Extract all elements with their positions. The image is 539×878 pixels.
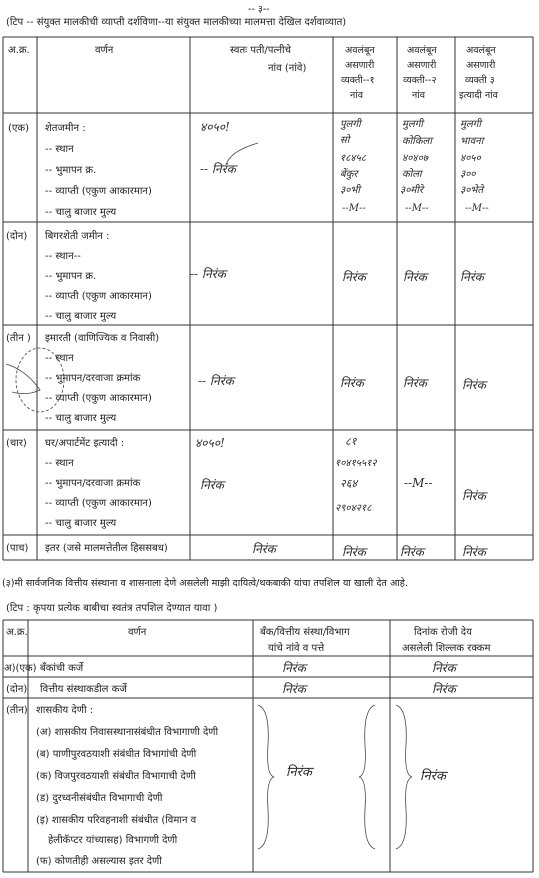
row1-dep3: ३००	[460, 169, 476, 180]
section3-heading: (३)मी सार्वजनिक वित्तीय संस्थाना व शासनाला देणे असलेली माझी दायित्वे/थकबाकी यांचा तपशिल या खाली देत आहे.	[2, 578, 408, 589]
t2-header-due-2: असलेली शिल्लक रक्कम	[402, 643, 491, 654]
row5-self: निरंक	[252, 542, 276, 556]
t2-row1-bank: निरंक	[282, 661, 306, 675]
row3-item: -- स्थान	[45, 353, 74, 364]
t1-header-dep1-1: अवलंबून	[345, 45, 375, 56]
row2-dep1: निरंक	[342, 270, 366, 284]
t2-gov-title: शासकीय देणी :	[36, 705, 94, 716]
t2-gov-item: (अ) शासकीय निवासस्थानासंबंधीत विभागाणी देणी	[36, 727, 219, 738]
row1-dep2: कोला	[402, 169, 422, 180]
row4-sr: (चार)	[6, 438, 27, 449]
t1-header-dep3-4: इत्यादी नांव	[459, 90, 498, 101]
row1-title: शेतजमीन :	[45, 123, 86, 134]
row5-sr: (पाच)	[6, 543, 29, 554]
row5-dep2: निरंक	[400, 545, 424, 559]
t2-gov-item: (ड) दुरध्वनीसंबंधीत विभागाची देणी	[36, 793, 163, 804]
row1-item: -- स्थान	[45, 144, 74, 155]
row4-dep1: ८१	[345, 435, 357, 448]
row1-dep3: मुलगी	[460, 119, 481, 130]
row1-self: -- निरंक	[200, 162, 236, 176]
row3-dep1: निरंक	[340, 376, 364, 390]
row4-dep1: २९०४२१८	[335, 503, 372, 514]
row1-dep2: कोकिला	[402, 136, 432, 147]
row4-item: -- भुमापन/दरवाजा क्रमांक	[45, 478, 141, 489]
section3-note: (टिप : कृपया प्रत्येक बाबीचा स्वतंत्र तपशिल देण्यात यावा )	[6, 603, 218, 614]
row1-dep3: ४०५०	[460, 153, 481, 164]
t1-header-self-1: स्वतः पती/पत्नीचे	[230, 45, 291, 56]
row4-title: घर/अपार्टमेंट इत्यादी :	[45, 438, 125, 449]
row1-dep1: पुलगी	[340, 119, 361, 130]
t1-header-dep2-4: नांव	[412, 90, 426, 101]
row1-dep1: ३०भी	[340, 185, 361, 196]
row1-dep2: --M--	[405, 203, 429, 214]
page-number: -- ३--	[248, 4, 270, 15]
t2-gov-item: (क) विजपुरवठयाशी संबंधीत विभागाची देणी	[36, 771, 196, 782]
t1-header-self-2: नांव (नांवे)	[268, 63, 307, 74]
row2-dep2: निरंक	[403, 270, 427, 284]
row4-self: निरंक	[200, 478, 224, 492]
row1-item: -- भुमापन क्र.	[45, 165, 97, 176]
t2-header-bank-2: यांचे नांवे व पत्ते	[268, 643, 325, 654]
t2-gov-sr: (तीन)	[6, 705, 28, 716]
t2-row2-bank: निरंक	[282, 682, 306, 696]
row1-dep3: ३०भेते	[460, 185, 484, 196]
t2-header-bank-1: बँक/वित्तीय संस्था/विभाग	[260, 627, 350, 638]
t2-row1-sr: अ)(एक)	[4, 663, 37, 674]
t2-gov-due: निरंक	[420, 769, 446, 784]
top-note: (टिप -- संयुक्त मालकीची व्याप्ती दर्शविणा--या संयुक्त मालकीच्या मालमत्ता देखिल दर्शवाव्यात)	[6, 17, 347, 28]
row3-title: इमारती (वाणिज्यिक व निवासी)	[45, 333, 160, 344]
row5-title: इतर (जसे मालमत्तेतील हिससबध)	[45, 543, 168, 554]
row4-item: -- व्याप्ती (एकुण आकारमान)	[45, 498, 152, 509]
row1-dep3: --M--	[465, 203, 489, 214]
t2-row2-desc: वित्तीय संस्थाकडील कर्जे	[40, 684, 127, 695]
t1-header-dep1-4: नांव	[350, 90, 364, 101]
row2-self: -- निरंक	[190, 267, 226, 281]
row4-item: -- स्थान	[45, 458, 74, 469]
t2-row1-desc: बँकांची कर्जे	[40, 663, 84, 674]
t1-header-dep1-2: असणारी	[345, 60, 375, 71]
row2-item: -- स्थान--	[45, 251, 81, 262]
row1-dep2: ४०४०७	[402, 153, 428, 164]
t2-row2-sr: (दोन)	[6, 684, 28, 695]
row3-item: -- भुमापन/दरवाजा क्रमांक	[45, 373, 141, 384]
row4-dep2: --M--	[404, 476, 433, 490]
t1-header-dep3-3: व्यक्ती ३	[465, 75, 495, 86]
row2-item: -- चालु बाजार मुल्य	[45, 311, 117, 322]
row1-dep1: १८४५८	[340, 153, 366, 164]
row1-sr: (एक)	[8, 123, 30, 134]
t1-header-dep2-1: अवलंबून	[407, 45, 437, 56]
t2-gov-item: (फ) कोणतीही असल्यास इतर देणी	[36, 856, 162, 867]
row5-dep1: निरंक	[342, 545, 366, 559]
row1-dep2: मुलगी	[402, 119, 423, 130]
row4-dep1: २६४	[340, 477, 358, 490]
row1-dep1: सो	[340, 135, 350, 146]
row1-dep3: भावना	[460, 136, 484, 147]
row1-self: ४०५०!	[200, 120, 230, 134]
t1-header-sr: अ.क्र.	[8, 45, 30, 56]
t2-header-desc: वर्णन	[128, 627, 147, 638]
t1-header-desc: वर्णन	[95, 45, 114, 56]
row3-sr: (तीन )	[6, 333, 31, 344]
row2-sr: (दोन)	[6, 231, 28, 242]
row1-dep1: बेंकुर	[340, 169, 358, 180]
row3-dep2: निरंक	[403, 376, 427, 390]
row4-dep3: निरंक	[462, 489, 486, 503]
row4-dep1: १०४१५५१२	[335, 458, 377, 469]
t2-gov-item: (ब) पाणीपुरवठयाशी संबंधीत विभागांची देणी	[36, 749, 197, 760]
row1-item: -- चालु बाजार मुल्य	[45, 207, 117, 218]
t2-gov-bank: निरंक	[286, 765, 312, 780]
t2-header-due-1: दिनांक रोजी देय	[414, 627, 472, 638]
row2-dep3: निरंक	[460, 270, 484, 284]
t2-row1-due: निरंक	[432, 661, 456, 675]
row3-self: -- निरंक	[198, 374, 234, 388]
row2-item: -- व्याप्ती (एकुण आकारमान)	[45, 291, 152, 302]
row1-dep2: ३०मीरे	[400, 185, 424, 196]
t2-gov-item: (इ) शासकीय परिवहनाशी संबंधीत (विमान व	[36, 815, 197, 826]
row2-title: बिगरशेती जमीन :	[45, 231, 110, 242]
t1-header-dep2-2: असणारी	[407, 60, 437, 71]
t2-header-sr: अ.क्र.	[6, 627, 28, 638]
t1-header-dep2-3: व्यक्ती--२	[403, 75, 437, 86]
row1-dep1: --M--	[342, 203, 366, 214]
t1-header-dep3-1: अवलंबून	[466, 45, 496, 56]
row1-item: -- व्याप्ती (एकुण आकारमान)	[45, 186, 152, 197]
row5-dep3: निरंक	[462, 545, 486, 559]
row3-item: -- चालु बाजार मुल्य	[45, 413, 117, 424]
row4-item: -- चालु बाजार मुल्य	[45, 518, 117, 529]
row3-item: -- व्याप्ती (एकुण आकारमान)	[45, 393, 152, 404]
row2-item: -- भुमापन क्र.	[45, 271, 97, 282]
t1-header-dep3-2: असणारी	[466, 60, 496, 71]
t1-header-dep1-3: व्यक्ती--१	[341, 75, 375, 86]
row4-self: ४०५०!	[195, 436, 225, 450]
t2-row2-due: निरंक	[432, 682, 456, 696]
t2-gov-item: हेलीकॅप्टर यांच्यासह) विभागणी देणी	[48, 835, 178, 846]
row3-dep3: निरंक	[462, 378, 486, 392]
